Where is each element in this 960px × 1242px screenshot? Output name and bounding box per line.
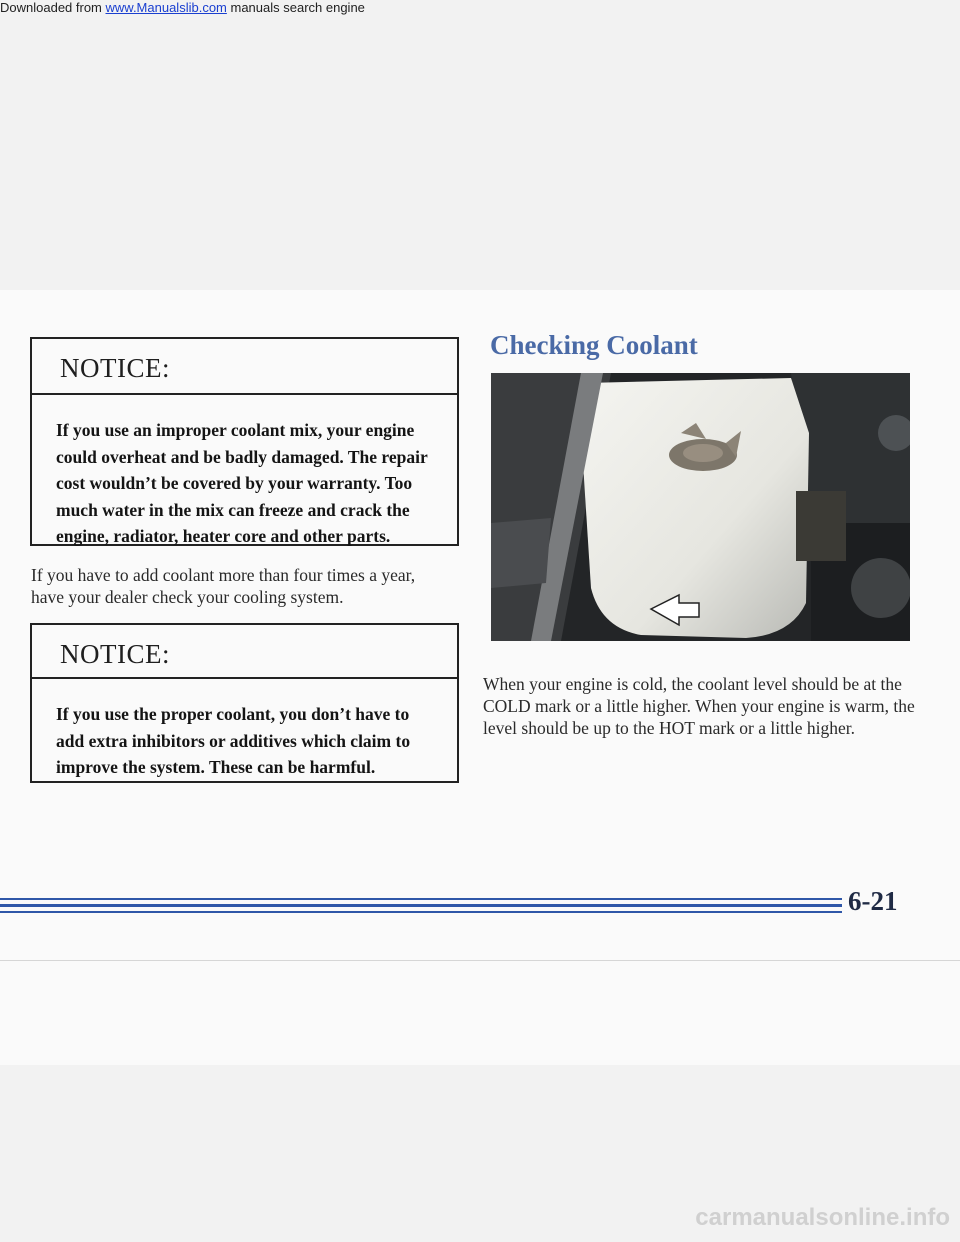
- footer-rule: [0, 911, 842, 913]
- watermark-prefix: Downloaded from: [0, 0, 106, 15]
- site-watermark: carmanualsonline.info: [695, 1204, 950, 1231]
- notice-box-additives: [30, 623, 459, 783]
- footer-rule: [0, 898, 842, 900]
- notice-body: If you use the proper coolant, you don’t have to add extra inhibitors or additives which claim to improve the system. These can be harmful.: [56, 704, 411, 778]
- notice-heading: NOTICE:: [32, 339, 457, 395]
- notice-body: If you use an improper coolant mix, your engine could overheat and be badly damaged. The repair cost wouldn’t be covered by your warranty. Too much water in the mix can freeze and crack the engine, radiator, heater core and other parts.: [56, 420, 428, 547]
- coolant-frequency-paragraph: If you have to add coolant more than four times a year, have your dealer check your cooling system.: [31, 565, 416, 607]
- section-title: Checking Coolant: [490, 330, 698, 360]
- notice-heading: NOTICE:: [32, 625, 457, 679]
- download-watermark: [0, 0, 365, 15]
- footer-rule: [0, 904, 842, 907]
- coolant-reservoir-photo: [491, 373, 910, 641]
- page-number: 6-21: [848, 886, 898, 916]
- notice-box-coolant-mix: [30, 337, 459, 546]
- watermark-suffix: manuals search engine: [226, 0, 365, 15]
- page-edge-line: [0, 960, 960, 961]
- coolant-level-paragraph: When your engine is cold, the coolant level should be at the COLD mark or a little higher. When your engine is warm, the level should be up to the HOT mark or a little higher.: [483, 674, 915, 738]
- manualslib-link[interactable]: www.Manualslib.com: [105, 0, 227, 15]
